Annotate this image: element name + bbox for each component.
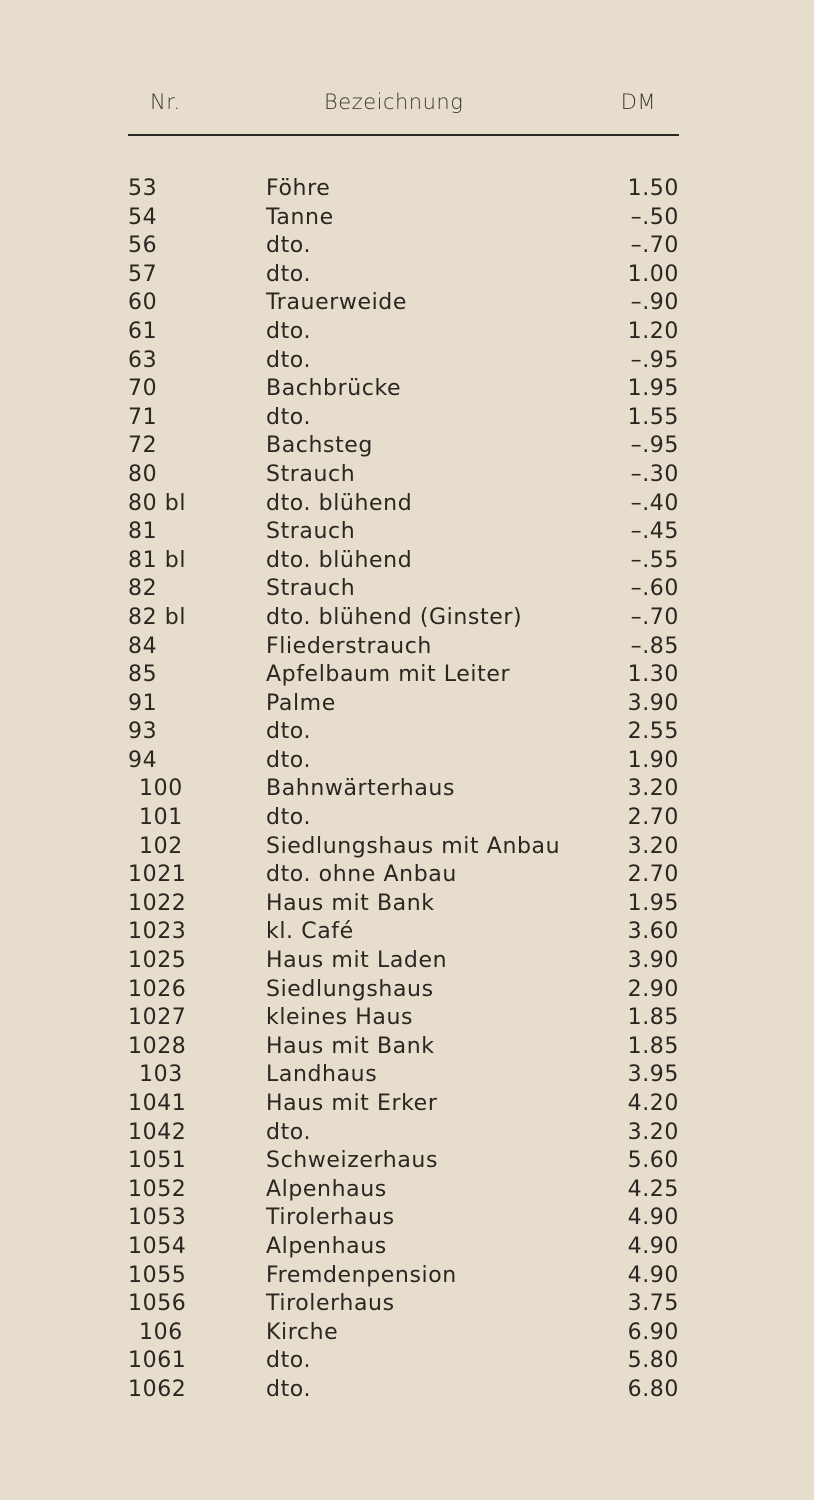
- item-description: Tirolerhaus: [266, 1291, 395, 1317]
- table-row: [0, 232, 814, 261]
- item-price: 5.80: [627, 1348, 679, 1374]
- item-description: dto. blühend (Ginster): [266, 604, 523, 630]
- table-row: [0, 518, 814, 547]
- item-price: 1.20: [627, 318, 679, 344]
- table-row: [0, 1347, 814, 1376]
- item-description: Föhre: [266, 176, 331, 201]
- item-number: 101: [139, 805, 183, 831]
- item-number: 81 bl: [128, 547, 187, 573]
- item-price: –.95: [630, 347, 679, 373]
- header-nr: Nr.: [150, 90, 181, 114]
- item-description: Haus mit Bank: [266, 890, 435, 916]
- item-price: –.90: [630, 290, 679, 316]
- table-row: [0, 1147, 814, 1176]
- item-price: –.40: [630, 490, 679, 516]
- item-price: 1.55: [627, 404, 679, 430]
- table-row: [0, 461, 814, 490]
- table-row: [0, 661, 814, 690]
- item-number: 63: [128, 347, 158, 373]
- item-number: 54: [128, 204, 158, 230]
- item-number: 91: [128, 690, 158, 716]
- item-number: 1023: [128, 919, 187, 945]
- item-description: Alpenhaus: [266, 1176, 387, 1202]
- item-price: 1.00: [627, 261, 679, 287]
- item-description: Fliederstrauch: [266, 633, 432, 659]
- table-row: [0, 1004, 814, 1033]
- table-row: [0, 318, 814, 347]
- item-price: 1.90: [627, 747, 679, 773]
- table-row: [0, 204, 814, 233]
- item-number: 1051: [128, 1148, 187, 1174]
- header-divider: [128, 134, 679, 136]
- item-number: 102: [139, 833, 183, 859]
- table-row: [0, 547, 814, 576]
- item-price: –.85: [630, 633, 679, 659]
- table-row: [0, 604, 814, 633]
- table-row: [0, 432, 814, 461]
- item-description: Bachbrücke: [266, 376, 402, 402]
- table-row: [0, 1119, 814, 1148]
- item-number: 1055: [128, 1262, 187, 1288]
- item-description: dto.: [266, 747, 312, 773]
- item-price: 1.85: [627, 1005, 679, 1031]
- item-price: –.95: [630, 433, 679, 459]
- item-number: 1061: [128, 1348, 187, 1374]
- item-number: 1041: [128, 1091, 187, 1116]
- item-price: 3.20: [627, 776, 679, 802]
- item-number: 1021: [128, 862, 187, 888]
- item-price: 5.60: [627, 1148, 679, 1174]
- item-price: 3.20: [627, 833, 679, 859]
- item-price: 2.70: [627, 805, 679, 831]
- item-price: 3.95: [627, 1062, 679, 1088]
- item-description: Strauch: [266, 461, 356, 487]
- item-number: 82 bl: [128, 604, 187, 630]
- item-description: dto.: [266, 1376, 312, 1402]
- item-number: 57: [128, 261, 158, 287]
- item-number: 61: [128, 318, 158, 344]
- item-number: 1062: [128, 1376, 187, 1402]
- item-price: 4.25: [627, 1176, 679, 1202]
- item-description: Kirche: [266, 1319, 339, 1345]
- item-price: 1.50: [627, 176, 679, 201]
- item-description: Haus mit Laden: [266, 948, 448, 974]
- item-description: Haus mit Bank: [266, 1033, 435, 1059]
- item-price: 2.90: [627, 976, 679, 1002]
- item-description: Strauch: [266, 519, 356, 545]
- item-number: 1053: [128, 1205, 187, 1231]
- table-row: [0, 1061, 814, 1090]
- item-description: Trauerweide: [266, 290, 407, 316]
- table-row: [0, 718, 814, 747]
- item-description: dto.: [266, 347, 312, 373]
- item-number: 85: [128, 662, 158, 688]
- item-description: dto. ohne Anbau: [266, 862, 457, 888]
- item-price: –.55: [630, 547, 679, 573]
- table-row: [0, 490, 814, 519]
- item-price: –.45: [630, 519, 679, 545]
- item-price: 3.75: [627, 1291, 679, 1317]
- table-row: [0, 375, 814, 404]
- item-description: Haus mit Erker: [266, 1091, 438, 1116]
- item-price: 1.30: [627, 662, 679, 688]
- item-description: dto.: [266, 318, 312, 344]
- table-row: [0, 633, 814, 662]
- item-number: 1026: [128, 976, 187, 1002]
- table-row: [0, 1176, 814, 1205]
- table-header: [0, 90, 814, 122]
- item-number: 94: [128, 747, 158, 773]
- item-description: Bahnwärterhaus: [266, 776, 456, 802]
- item-description: Fremdenpension: [266, 1262, 457, 1288]
- table-row: [0, 947, 814, 976]
- price-table: [0, 175, 814, 1405]
- item-description: dto.: [266, 1119, 312, 1145]
- item-description: dto.: [266, 404, 312, 430]
- table-row: [0, 1290, 814, 1319]
- item-number: 1025: [128, 948, 187, 974]
- item-description: kleines Haus: [266, 1005, 414, 1031]
- item-description: dto.: [266, 719, 312, 745]
- table-row: [0, 1033, 814, 1062]
- item-description: dto.: [266, 1348, 312, 1374]
- item-description: Bachsteg: [266, 433, 374, 459]
- item-number: 1022: [128, 890, 187, 916]
- item-description: Siedlungshaus: [266, 976, 434, 1002]
- item-description: dto.: [266, 805, 312, 831]
- table-row: [0, 775, 814, 804]
- item-description: Tirolerhaus: [266, 1205, 395, 1231]
- item-price: 1.95: [627, 376, 679, 402]
- table-row: [0, 804, 814, 833]
- item-description: dto.: [266, 261, 312, 287]
- table-row: [0, 1090, 814, 1119]
- table-row: [0, 890, 814, 919]
- item-description: Apfelbaum mit Leiter: [266, 662, 511, 688]
- item-description: kl. Café: [266, 919, 354, 945]
- item-price: 6.90: [627, 1319, 679, 1345]
- item-number: 80: [128, 461, 158, 487]
- item-number: 1052: [128, 1176, 187, 1202]
- item-price: 4.90: [627, 1233, 679, 1259]
- table-row: [0, 1319, 814, 1348]
- item-price: 2.55: [627, 719, 679, 745]
- table-row: [0, 976, 814, 1005]
- item-price: 1.85: [627, 1033, 679, 1059]
- item-price: 3.20: [627, 1119, 679, 1145]
- table-row: [0, 1376, 814, 1405]
- item-price: 4.90: [627, 1262, 679, 1288]
- table-row: [0, 1204, 814, 1233]
- item-price: –.60: [630, 576, 679, 602]
- item-number: 100: [139, 776, 183, 802]
- item-description: Landhaus: [266, 1062, 378, 1088]
- item-number: 1056: [128, 1291, 187, 1317]
- item-description: Alpenhaus: [266, 1233, 387, 1259]
- item-number: 72: [128, 433, 158, 459]
- item-number: 80 bl: [128, 490, 187, 516]
- item-number: 81: [128, 519, 158, 545]
- table-row: [0, 1262, 814, 1291]
- item-price: 3.90: [627, 948, 679, 974]
- item-number: 93: [128, 719, 158, 745]
- item-description: Palme: [266, 690, 336, 716]
- item-price: 4.90: [627, 1205, 679, 1231]
- item-number: 70: [128, 376, 158, 402]
- item-price: –.30: [630, 461, 679, 487]
- table-row: [0, 1233, 814, 1262]
- item-description: Tanne: [266, 204, 334, 230]
- item-description: dto. blühend: [266, 490, 413, 516]
- item-price: 2.70: [627, 862, 679, 888]
- item-number: 1054: [128, 1233, 187, 1259]
- item-price: 6.80: [627, 1376, 679, 1402]
- item-number: 84: [128, 633, 158, 659]
- header-dm: DM: [620, 90, 656, 114]
- item-price: –.50: [630, 204, 679, 230]
- item-number: 82: [128, 576, 158, 602]
- item-description: Strauch: [266, 576, 356, 602]
- item-price: 4.20: [627, 1091, 679, 1116]
- item-description: Schweizerhaus: [266, 1148, 439, 1174]
- table-row: [0, 404, 814, 433]
- item-number: 71: [128, 404, 158, 430]
- item-price: –.70: [630, 233, 679, 259]
- table-row: [0, 833, 814, 862]
- item-number: 60: [128, 290, 158, 316]
- item-price: 3.90: [627, 690, 679, 716]
- item-number: 53: [128, 176, 158, 201]
- table-row: [0, 861, 814, 890]
- item-number: 1028: [128, 1033, 187, 1059]
- item-price: 3.60: [627, 919, 679, 945]
- item-description: dto.: [266, 233, 312, 259]
- item-number: 106: [139, 1319, 183, 1345]
- table-row: [0, 575, 814, 604]
- table-row: [0, 347, 814, 376]
- item-price: 1.95: [627, 890, 679, 916]
- item-description: dto. blühend: [266, 547, 413, 573]
- table-row: [0, 261, 814, 290]
- table-row: [0, 747, 814, 776]
- header-bezeichnung: Bezeichnung: [324, 90, 464, 114]
- table-row: [0, 690, 814, 719]
- item-number: 1042: [128, 1119, 187, 1145]
- table-row: [0, 289, 814, 318]
- table-row: [0, 175, 814, 204]
- item-number: 56: [128, 233, 158, 259]
- item-number: 1027: [128, 1005, 187, 1031]
- item-price: –.70: [630, 604, 679, 630]
- item-description: Siedlungshaus mit Anbau: [266, 833, 561, 859]
- item-number: 103: [139, 1062, 183, 1088]
- table-row: [0, 918, 814, 947]
